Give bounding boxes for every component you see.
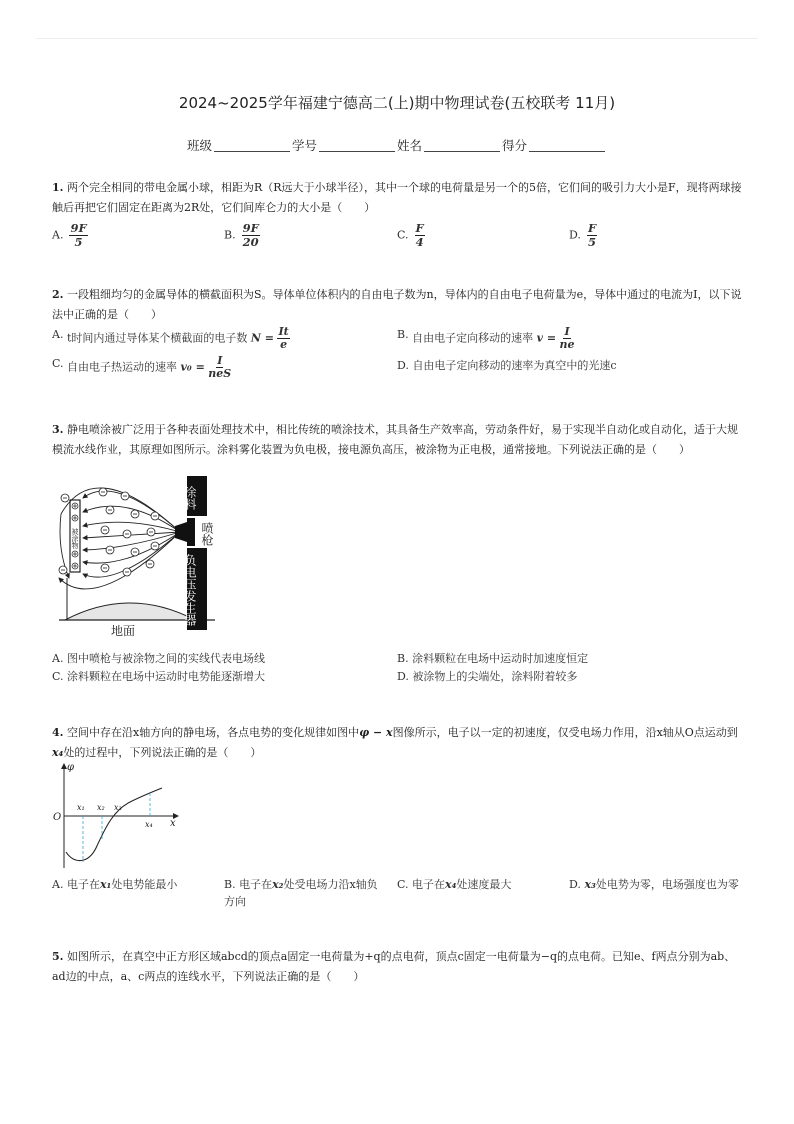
q4-option-b[interactable]: B. 电子在x₂处受电场力沿x轴负方向 <box>224 878 378 908</box>
spray-gun-body <box>187 518 195 546</box>
score-blank[interactable] <box>529 139 605 152</box>
q1-option-a[interactable]: A. $\frac{9F}{5}$ <box>52 221 87 249</box>
x2-label: x₂ <box>97 803 105 812</box>
object-label: 被涂物 <box>71 528 79 549</box>
x4-label: x₄ <box>145 820 153 829</box>
gun-label: 喷枪 <box>200 522 214 546</box>
student-info-line <box>0 136 794 154</box>
q2-option-a[interactable]: A. t时间内通过导体某个横截面的电子数 N = $\frac{It}{e}$ <box>52 325 289 351</box>
question-number: 4. <box>52 726 64 739</box>
q4-option-d[interactable]: D. x₃处电势为零，电场强度也为零 <box>569 878 739 891</box>
class-blank[interactable] <box>214 139 290 152</box>
q2-option-b[interactable]: B. 自由电子定向移动的速率 v = $\frac{I}{ne}$ <box>397 325 575 351</box>
id-label: 学号 <box>291 138 317 153</box>
ground-hump <box>65 603 195 620</box>
class-label: 班级 <box>186 138 212 153</box>
fraction: $\frac{9F}{20}$ <box>242 221 259 249</box>
fraction: $\frac{I}{ne}$ <box>559 325 575 351</box>
paint-label: 涂料 <box>183 486 197 510</box>
ground-label: 地面 <box>111 624 136 638</box>
question-4: 4. 空间中存在沿x轴方向的静电场，各点电势的变化规律如图中φ − x图像所示，电子以一定的初速度，仅受电场力作用，沿x轴从O点运动到x₄处的过程中，下列说法正确的是（ ） <box>52 726 738 759</box>
q3-option-d[interactable]: D. 被涂物上的尖端处，涂料附着较多 <box>397 670 578 683</box>
fraction: $\frac{9F}{5}$ <box>70 221 87 249</box>
electrostatic-spray-figure <box>55 474 220 642</box>
question-3 <box>52 420 744 460</box>
q4-option-a[interactable]: A. 电子在x₁处电势能最小 <box>52 878 178 891</box>
question-1 <box>52 178 744 218</box>
q4-option-c[interactable]: C. 电子在x₄处速度最大 <box>397 878 512 891</box>
origin-label: O <box>53 812 62 823</box>
q1-option-c[interactable]: C. $\frac{F}{4}$ <box>397 221 424 249</box>
q1-option-d[interactable]: D. $\frac{F}{5}$ <box>569 221 597 249</box>
generator-label: 负电压发生器 <box>183 554 197 626</box>
q2-option-d[interactable]: D. 自由电子定向移动的速率为真空中的光速c <box>397 359 617 372</box>
question-2 <box>52 285 744 325</box>
q2-option-c[interactable]: C. 自由电子热运动的速率 v₀ = I neS <box>52 354 232 380</box>
x-axis-label: x <box>170 818 176 829</box>
name-label: 姓名 <box>397 138 423 153</box>
id-blank[interactable] <box>319 139 395 152</box>
header-divider <box>36 38 758 39</box>
fraction: $\frac{F}{5}$ <box>587 221 597 249</box>
q3-option-c[interactable]: C. 涂料颗粒在电场中运动时电势能逐渐增大 <box>52 670 266 683</box>
phi-label: φ <box>67 762 75 773</box>
fraction: I neS <box>208 354 232 380</box>
question-text: 一段粗细均匀的金属导体的横截面积为S。导体单位体积内的自由电子数为n，导体内的自由电子电荷量为e，导体中通过的电流为I，以下说法中正确的是（ ） <box>52 288 742 321</box>
q3-option-a[interactable]: A. 图中喷枪与被涂物之间的实线代表电场线 <box>52 652 265 665</box>
phi-x-graph <box>52 760 184 872</box>
question-5 <box>52 947 744 987</box>
page-title: 2024~2025学年福建宁德高二(上)期中物理试卷(五校联考 11月) <box>178 94 616 112</box>
question-number: 5. <box>52 950 64 963</box>
question-number: 1. <box>52 181 64 194</box>
spray-gun-nozzle <box>175 522 187 542</box>
name-blank[interactable] <box>424 139 500 152</box>
score-label: 得分 <box>502 138 528 153</box>
question-number: 3. <box>52 423 64 436</box>
fraction: $\frac{F}{4}$ <box>415 221 424 249</box>
question-text: 如图所示，在真空中正方形区域abcd的顶点a固定一电荷量为+q的点电荷，顶点c固定一电荷量为−q的点电荷。已知e、f两点分别为ab、ad边的中点，a、c两点的连线水平，下列说法正确的是（ ） <box>52 950 736 983</box>
x1-label: x₁ <box>77 803 85 812</box>
question-text: 静电喷涂被广泛用于各种表面处理技术中，相比传统的喷涂技术，其具备生产效率高，劳动条件好，易于实现半自动化或自动化，适于大规模流水线作业，其原理如图所示。涂料雾化装置为负电极，接电源负高压，被涂物为正电极，通常接地。下列说法正确的是（ ） <box>52 423 738 456</box>
x3-label: x₃ <box>114 803 122 812</box>
q1-option-b[interactable]: B. $\frac{9F}{20}$ <box>224 221 259 249</box>
q3-option-b[interactable]: B. 涂料颗粒在电场中运动时加速度恒定 <box>397 652 589 665</box>
question-number: 2. <box>52 288 64 301</box>
fraction: $\frac{It}{e}$ <box>278 325 289 351</box>
question-text: 两个完全相同的带电金属小球，相距为R（R远大于小球半径），其中一个球的电荷量是另一个的5倍，它们间的吸引力大小是F，现将两球接触后再把它们固定在距离为2R处，它们间库仑力的大小是（ ） <box>52 181 742 214</box>
